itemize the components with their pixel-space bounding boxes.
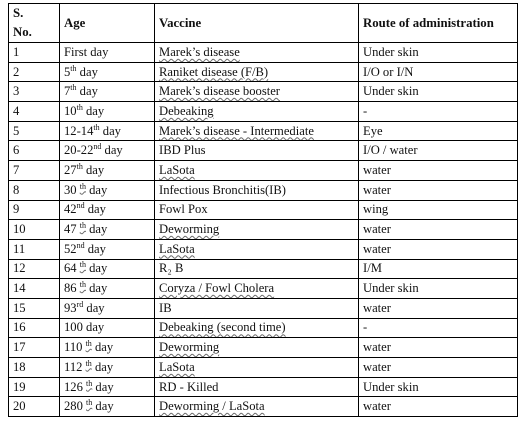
vaccine-text: IB — [159, 300, 172, 315]
age-text: 27 — [64, 162, 77, 177]
cell-sno — [9, 82, 60, 102]
vaccine-text: LaSota — [159, 359, 195, 374]
cell-vaccine — [155, 141, 359, 161]
age-text: First day — [64, 44, 109, 59]
sno-text: 2 — [13, 64, 20, 79]
cell-route — [359, 102, 518, 122]
age-unit: day — [76, 84, 98, 99]
cell-vaccine — [155, 200, 359, 220]
age-ordinal-suffix: th — [76, 161, 83, 171]
age-unit: day — [82, 103, 105, 118]
cell-sno — [9, 102, 60, 122]
vaccine-text: R₂ B — [159, 261, 184, 276]
cell-age — [60, 102, 155, 122]
route-text: Under skin — [363, 44, 419, 59]
cell-route — [359, 82, 518, 102]
vaccine-text: Debeaking — [159, 103, 214, 118]
cell-age — [60, 279, 155, 299]
route-text: I/O or I/N — [363, 64, 414, 79]
age-ordinal-suffix: th — [79, 279, 86, 289]
age-unit: day — [92, 379, 114, 394]
header-vaccine: Vaccine — [155, 4, 359, 43]
vaccine-text: RD - Killed — [159, 379, 219, 394]
vaccine-text: IBD Plus — [159, 143, 206, 158]
age-unit: day — [85, 182, 108, 197]
age-ordinal-suffix: rd — [76, 299, 84, 309]
cell-sno — [9, 141, 60, 161]
cell-route — [359, 220, 518, 240]
vaccine-text: Raniket disease (F/B) — [159, 64, 269, 79]
vaccine-text: Deworming / LaSota — [159, 399, 265, 414]
sno-text: 5 — [13, 123, 20, 138]
age-text: 112 — [64, 359, 86, 374]
age-ordinal-suffix: th — [70, 63, 77, 73]
age-text: 93 — [64, 300, 77, 315]
cell-vaccine — [155, 239, 359, 259]
cell-age — [60, 180, 155, 200]
cell-age — [60, 121, 155, 141]
table-row — [9, 239, 518, 259]
age-unit: day — [76, 64, 98, 79]
cell-route — [359, 318, 518, 338]
age-ordinal-suffix: th — [93, 122, 100, 132]
cell-sno — [9, 161, 60, 181]
cell-vaccine — [155, 121, 359, 141]
route-text: water — [363, 222, 391, 237]
cell-age — [60, 298, 155, 318]
cell-vaccine — [155, 358, 359, 378]
route-text: Eye — [363, 123, 383, 138]
age-unit: day — [91, 340, 114, 355]
route-text: water — [363, 300, 391, 315]
sno-text: 20 — [13, 399, 26, 414]
cell-vaccine — [155, 259, 359, 279]
cell-age — [60, 161, 155, 181]
cell-vaccine — [155, 180, 359, 200]
cell-route — [359, 161, 518, 181]
age-unit: day — [85, 222, 108, 237]
cell-age — [60, 397, 155, 417]
cell-sno — [9, 318, 60, 338]
cell-route — [359, 43, 518, 63]
cell-route — [359, 358, 518, 378]
route-text: I/O / water — [363, 143, 418, 158]
age-text: 110 — [64, 340, 86, 355]
table-row — [9, 338, 518, 358]
vaccine-text: Deworming — [159, 340, 220, 355]
cell-vaccine — [155, 318, 359, 338]
age-text: 20-22 — [64, 143, 94, 158]
age-ordinal-suffix: th — [79, 220, 86, 230]
sno-text: 1 — [13, 44, 20, 59]
cell-vaccine — [155, 161, 359, 181]
route-text: I/M — [363, 261, 382, 276]
sno-text: 18 — [13, 359, 26, 374]
route-text: water — [363, 182, 391, 197]
age-ordinal-suffix: th — [85, 358, 92, 368]
age-unit: day — [85, 261, 108, 276]
header-sno-line2: No. — [13, 25, 32, 39]
age-ordinal-suffix: nd — [76, 201, 85, 211]
sno-text: 7 — [13, 162, 20, 177]
route-text: Under skin — [363, 379, 419, 394]
cell-route — [359, 377, 518, 397]
table-body — [9, 43, 518, 417]
cell-age — [60, 200, 155, 220]
cell-vaccine — [155, 377, 359, 397]
route-text: wing — [363, 202, 389, 217]
sno-text: 14 — [13, 281, 26, 296]
table-row — [9, 102, 518, 122]
cell-sno — [9, 338, 60, 358]
age-text: 100 day — [64, 320, 105, 335]
cell-route — [359, 338, 518, 358]
route-text: water — [363, 399, 391, 414]
age-text: 12-14 — [64, 123, 94, 138]
table-row — [9, 358, 518, 378]
age-unit: day — [82, 162, 105, 177]
age-unit: day — [92, 399, 114, 414]
route-text: water — [363, 241, 391, 256]
header-age: Age — [60, 4, 155, 43]
cell-route — [359, 200, 518, 220]
cell-age — [60, 338, 155, 358]
cell-vaccine — [155, 220, 359, 240]
cell-age — [60, 239, 155, 259]
vaccine-text: Coryza / Fowl Cholera — [159, 281, 275, 296]
cell-vaccine — [155, 298, 359, 318]
table-row — [9, 279, 518, 299]
vaccine-text: Infectious Bronchitis(IB) — [159, 182, 286, 197]
cell-vaccine — [155, 102, 359, 122]
age-ordinal-suffix: nd — [76, 240, 85, 250]
sno-text: 17 — [13, 340, 26, 355]
cell-vaccine — [155, 62, 359, 82]
cell-age — [60, 62, 155, 82]
sno-text: 9 — [13, 202, 20, 217]
cell-age — [60, 43, 155, 63]
table-row — [9, 180, 518, 200]
header-sno-line1: S. — [13, 6, 24, 20]
sno-text: 12 — [13, 261, 26, 276]
age-unit: day — [101, 143, 123, 158]
age-unit: day — [84, 202, 106, 217]
age-text: 47 — [64, 222, 80, 237]
cell-age — [60, 358, 155, 378]
age-ordinal-suffix: th — [86, 398, 93, 408]
age-text: 86 — [64, 281, 80, 296]
cell-sno — [9, 180, 60, 200]
cell-sno — [9, 43, 60, 63]
table-row — [9, 397, 518, 417]
cell-vaccine — [155, 82, 359, 102]
age-ordinal-suffix: th — [86, 378, 93, 388]
table-row — [9, 43, 518, 63]
table-row — [9, 121, 518, 141]
vaccination-schedule-table — [8, 3, 518, 417]
vaccine-text: Deworming — [159, 222, 220, 237]
sno-text: 10 — [13, 222, 26, 237]
age-unit: day — [85, 281, 108, 296]
age-text: 52 — [64, 241, 77, 256]
sno-text: 11 — [13, 241, 26, 256]
table-row — [9, 62, 518, 82]
header-sno — [9, 4, 60, 43]
sno-text: 19 — [13, 379, 26, 394]
cell-sno — [9, 279, 60, 299]
cell-sno — [9, 298, 60, 318]
cell-sno — [9, 200, 60, 220]
cell-vaccine — [155, 338, 359, 358]
cell-age — [60, 141, 155, 161]
cell-age — [60, 220, 155, 240]
cell-age — [60, 377, 155, 397]
cell-vaccine — [155, 43, 359, 63]
cell-route — [359, 397, 518, 417]
route-text: water — [363, 340, 391, 355]
cell-sno — [9, 239, 60, 259]
age-unit: day — [91, 359, 114, 374]
sno-text: 15 — [13, 300, 26, 315]
age-unit: day — [84, 241, 106, 256]
cell-vaccine — [155, 279, 359, 299]
route-text: water — [363, 359, 391, 374]
table-row — [9, 377, 518, 397]
route-text: - — [363, 320, 368, 335]
cell-route — [359, 62, 518, 82]
age-ordinal-suffix: th — [85, 338, 92, 348]
age-ordinal-suffix: th — [79, 181, 86, 191]
table-row — [9, 161, 518, 181]
cell-route — [359, 121, 518, 141]
cell-vaccine — [155, 397, 359, 417]
age-text: 280 — [64, 399, 87, 414]
age-ordinal-suffix: th — [79, 260, 86, 270]
age-ordinal-suffix: nd — [93, 142, 102, 152]
sno-text: 16 — [13, 320, 26, 335]
vaccine-text: LaSota — [159, 162, 195, 177]
route-text: Under skin — [363, 281, 419, 296]
cell-age — [60, 82, 155, 102]
cell-sno — [9, 358, 60, 378]
cell-sno — [9, 220, 60, 240]
age-text: 30 — [64, 182, 80, 197]
sno-text: 6 — [13, 143, 20, 158]
age-text: 7 — [64, 84, 71, 99]
age-ordinal-suffix: th — [70, 83, 77, 93]
vaccine-text: Marek’s disease booster — [159, 84, 281, 99]
table-row — [9, 318, 518, 338]
cell-age — [60, 259, 155, 279]
cell-route — [359, 279, 518, 299]
vaccine-text: Marek’s disease — [159, 44, 240, 59]
cell-route — [359, 180, 518, 200]
vaccine-text: Debeaking (second time) — [159, 320, 286, 335]
sno-text: 3 — [13, 84, 20, 99]
table-row — [9, 220, 518, 240]
table-row — [9, 141, 518, 161]
route-text: water — [363, 162, 391, 177]
age-text: 10 — [64, 103, 77, 118]
vaccine-text: Marek’s disease - Intermediate — [159, 123, 314, 138]
table-header — [9, 4, 518, 43]
cell-sno — [9, 397, 60, 417]
table-row — [9, 200, 518, 220]
header-row — [9, 4, 518, 43]
sno-text: 8 — [13, 182, 20, 197]
cell-route — [359, 298, 518, 318]
table-row — [9, 298, 518, 318]
sno-text: 4 — [13, 103, 20, 118]
age-ordinal-suffix: th — [76, 102, 83, 112]
cell-sno — [9, 377, 60, 397]
cell-age — [60, 318, 155, 338]
cell-sno — [9, 121, 60, 141]
age-text: 126 — [64, 379, 87, 394]
header-route: Route of administration — [359, 4, 518, 43]
age-text: 42 — [64, 202, 77, 217]
age-unit: day — [99, 123, 121, 138]
cell-route — [359, 141, 518, 161]
cell-sno — [9, 62, 60, 82]
vaccine-text: Fowl Pox — [159, 202, 208, 217]
route-text: - — [363, 103, 368, 118]
table-row — [9, 259, 518, 279]
cell-route — [359, 259, 518, 279]
cell-route — [359, 239, 518, 259]
vaccine-text: LaSota — [159, 241, 195, 256]
route-text: Under skin — [363, 84, 419, 99]
cell-sno — [9, 259, 60, 279]
age-text: 5 — [64, 64, 71, 79]
age-unit: day — [83, 300, 105, 315]
age-text: 64 — [64, 261, 80, 276]
table-row — [9, 82, 518, 102]
